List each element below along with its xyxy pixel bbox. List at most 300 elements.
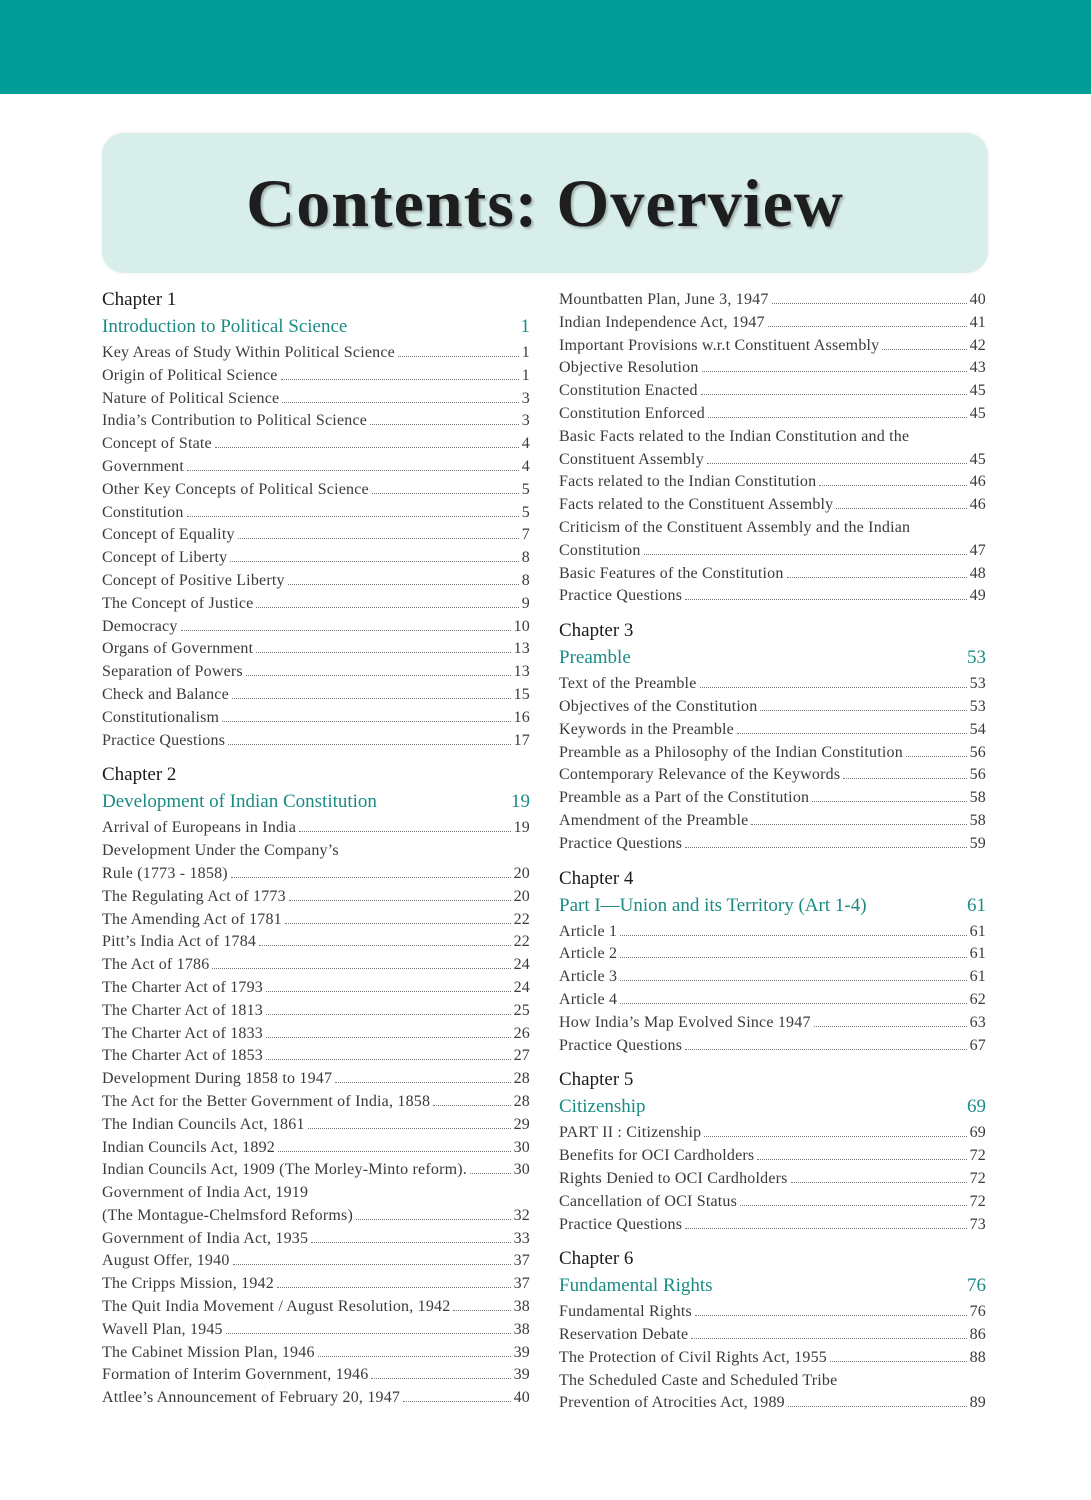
toc-entry[interactable] [559, 696, 986, 719]
toc-entry-page: 22 [513, 910, 530, 928]
dot-leader [620, 935, 966, 936]
toc-entry[interactable] [102, 931, 530, 954]
toc-entry-title: Concept of Equality [102, 526, 235, 544]
toc-left-column [102, 289, 530, 1410]
toc-entry-page: 48 [969, 564, 986, 582]
toc-entry[interactable] [102, 909, 530, 932]
toc-entry-title: Text of the Preamble [559, 675, 697, 693]
toc-entry[interactable] [102, 1387, 530, 1410]
toc-entry-page: 39 [513, 1343, 530, 1361]
toc-entry[interactable] [102, 638, 530, 661]
toc-entry-page: 54 [969, 720, 986, 738]
toc-entry[interactable] [559, 742, 986, 765]
toc-entry-page: 17 [513, 731, 530, 749]
dot-leader [620, 957, 966, 958]
toc-entry[interactable] [102, 456, 530, 479]
chapter-title-page: 53 [967, 647, 986, 669]
toc-entry-title: The Concept of Justice [102, 594, 254, 612]
toc-entry-page: 59 [969, 834, 986, 852]
dot-leader [228, 744, 510, 745]
toc-entry-page: 20 [513, 864, 530, 882]
toc-entry-title: Constitutionalism [102, 708, 220, 726]
toc-entry[interactable] [102, 388, 530, 411]
chapter-title-text: Introduction to Political Science [102, 316, 348, 337]
dot-leader [231, 877, 511, 878]
toc-entry[interactable] [102, 1250, 530, 1273]
dot-leader [843, 778, 966, 779]
title-panel [102, 133, 988, 273]
toc-entry[interactable] [102, 433, 530, 456]
toc-entry-page: 24 [513, 956, 530, 974]
toc-entry[interactable] [559, 585, 986, 608]
toc-entry[interactable] [559, 1370, 986, 1393]
dot-leader [212, 968, 510, 969]
toc-entry[interactable] [102, 410, 530, 433]
toc-entry-page: 47 [969, 541, 986, 559]
chapter-title[interactable] [559, 1096, 986, 1118]
toc-entry-title: Rule (1773 - 1858) [102, 864, 228, 882]
toc-entry[interactable] [559, 1324, 986, 1347]
chapter-gap [559, 608, 986, 620]
toc-entry[interactable] [102, 886, 530, 909]
toc-entry[interactable] [102, 817, 530, 840]
toc-entry[interactable] [559, 1191, 986, 1214]
toc-entry-page: 39 [513, 1366, 530, 1384]
toc-entry[interactable] [102, 1023, 530, 1046]
toc-entry-title: The Charter Act of 1813 [102, 1001, 263, 1019]
toc-entry-page: 53 [969, 675, 986, 693]
toc-entry-title: The Indian Councils Act, 1861 [102, 1115, 305, 1133]
toc-entry-title: Indian Councils Act, 1909 (The Morley-Minto reform). [102, 1161, 467, 1179]
dot-leader [707, 463, 967, 464]
toc-entry-page: 69 [969, 1124, 986, 1142]
toc-entry-title: Constitution Enforced [559, 404, 705, 422]
toc-entry-page: 40 [969, 291, 986, 308]
dot-leader [620, 1003, 966, 1004]
dot-leader [791, 1182, 967, 1183]
toc-entry-title: Indian Independence Act, 1947 [559, 313, 765, 331]
toc-entry[interactable] [559, 673, 986, 696]
dot-leader [226, 1333, 511, 1334]
chapter-title[interactable] [559, 647, 986, 669]
toc-entry-title: Separation of Powers [102, 663, 243, 681]
chapter-title[interactable] [102, 316, 530, 338]
toc-entry-title: Rights Denied to OCI Cardholders [559, 1169, 788, 1187]
toc-entry-page: 9 [521, 594, 530, 612]
dot-leader [289, 900, 511, 901]
toc-entry-page: 88 [969, 1348, 986, 1366]
toc-entry[interactable] [559, 810, 986, 833]
toc-entry-page: 40 [513, 1389, 530, 1407]
toc-entry[interactable] [102, 1182, 530, 1205]
toc-entry-page: 3 [521, 389, 530, 407]
toc-entry[interactable] [102, 661, 530, 684]
toc-entry[interactable] [102, 593, 530, 616]
toc-entry-page: 58 [969, 789, 986, 807]
toc-entry-title: PART II : Citizenship [559, 1124, 702, 1142]
toc-entry-page: 27 [513, 1047, 530, 1065]
header-band [0, 0, 1091, 94]
toc-entry-page: 63 [969, 1013, 986, 1031]
toc-entry-title: Constitution Enacted [559, 382, 698, 400]
toc-entry-page: 10 [513, 617, 530, 635]
toc-entry[interactable] [559, 403, 986, 426]
dot-leader [788, 1406, 967, 1407]
chapter-title-text: Part I—Union and its Territory (Art 1-4) [559, 894, 867, 916]
toc-entry[interactable] [102, 365, 530, 388]
chapter-title-page: 69 [967, 1096, 986, 1118]
dot-leader [620, 980, 966, 981]
toc-entry[interactable] [559, 921, 986, 944]
dot-leader [740, 1205, 967, 1206]
toc-entry-page: 72 [969, 1147, 986, 1165]
toc-entry-page: 16 [513, 708, 530, 726]
toc-entry-title: The Scheduled Caste and Scheduled Tribe [559, 1371, 838, 1389]
toc-entry-title: Practice Questions [102, 731, 226, 749]
toc-entry-title: Constituent Assembly [559, 450, 704, 468]
toc-entry-page: 45 [969, 450, 986, 468]
toc-entry-page: 61 [969, 945, 986, 963]
toc-entry-title: How India’s Map Evolved Since 1947 [559, 1013, 811, 1031]
toc-entry[interactable] [102, 524, 530, 547]
dot-leader [685, 1049, 966, 1050]
dot-leader [299, 831, 510, 832]
toc-entry[interactable] [102, 1068, 530, 1091]
chapter-title-page: 76 [967, 1275, 986, 1297]
chapter-gap [559, 1236, 986, 1248]
toc-entry[interactable] [102, 1319, 530, 1342]
toc-entry-page: 38 [513, 1320, 530, 1338]
toc-entry[interactable] [559, 1301, 986, 1324]
toc-entry[interactable] [102, 1296, 530, 1319]
toc-entry-page: 72 [969, 1169, 986, 1187]
dot-leader [398, 356, 519, 357]
dot-leader [233, 1264, 511, 1265]
toc-entry-page: 89 [969, 1394, 986, 1412]
toc-entry[interactable] [102, 547, 530, 570]
toc-entry-title: Concept of Positive Liberty [102, 571, 285, 589]
dot-leader [266, 1037, 511, 1038]
toc-entry[interactable] [559, 494, 986, 517]
toc-entry-page: 42 [969, 336, 986, 354]
dot-leader [370, 424, 519, 425]
toc-entry[interactable] [102, 1205, 530, 1228]
toc-entry-page: 28 [513, 1092, 530, 1110]
toc-entry-title: The Cripps Mission, 1942 [102, 1275, 274, 1293]
toc-entry-title: Other Key Concepts of Political Science [102, 480, 369, 498]
chapter-title[interactable] [102, 791, 530, 813]
dot-leader [830, 1361, 967, 1362]
dot-leader [737, 733, 967, 734]
toc-entry-title: Government [102, 457, 184, 475]
toc-entry[interactable] [559, 943, 986, 966]
dot-leader [266, 1014, 511, 1015]
toc-entry-page: 1 [521, 366, 530, 384]
toc-entry[interactable] [102, 1228, 530, 1251]
toc-entry[interactable] [102, 840, 530, 863]
toc-entry-title: Check and Balance [102, 685, 229, 703]
toc-entry-title: The Regulating Act of 1773 [102, 887, 286, 905]
dot-leader [760, 710, 966, 711]
toc-entry-title: Practice Questions [559, 587, 683, 605]
toc-entry[interactable] [559, 426, 986, 449]
toc-entry-title: Important Provisions w.r.t Constituent Assembly [559, 336, 880, 354]
toc-entry[interactable] [559, 764, 986, 787]
chapter-title-text: Fundamental Rights [559, 1275, 713, 1297]
toc-entry-title: Government of India Act, 1919 [102, 1184, 309, 1202]
toc-entry[interactable] [102, 570, 530, 593]
toc-entry[interactable] [559, 540, 986, 563]
dot-leader [187, 516, 519, 517]
chapter-title-text: Development of Indian Constitution [102, 791, 377, 813]
chapter-title[interactable] [559, 1275, 986, 1297]
toc-entry-page: 73 [969, 1215, 986, 1233]
toc-entry[interactable] [102, 502, 530, 525]
chapter-title[interactable] [559, 895, 986, 917]
toc-entry-page: 76 [969, 1303, 986, 1321]
toc-entry[interactable] [102, 1045, 530, 1068]
dot-leader [836, 508, 966, 509]
toc-entry-page: 25 [513, 1001, 530, 1019]
toc-entry[interactable] [102, 1273, 530, 1296]
toc-entry-page: 4 [521, 435, 530, 453]
toc-entry-title: The Quit India Movement / August Resolution, 1942 [102, 1298, 451, 1316]
toc-entry-title: Preamble as a Part of the Constitution [559, 789, 810, 807]
dot-leader [787, 577, 967, 578]
toc-entry-page: 56 [969, 766, 986, 784]
toc-entry-page: 8 [521, 549, 530, 567]
dot-leader [181, 630, 511, 631]
toc-entry[interactable] [559, 1145, 986, 1168]
toc-entry-page: 28 [513, 1070, 530, 1088]
toc-entry[interactable] [102, 977, 530, 1000]
dot-leader [222, 721, 510, 722]
toc-entry-title: Organs of Government [102, 640, 254, 658]
toc-entry-title: Facts related to the Indian Constitution [559, 473, 817, 491]
toc-entry[interactable] [102, 1342, 530, 1365]
chapter-number: Chapter 1 [102, 289, 177, 310]
toc-entry[interactable] [559, 1168, 986, 1191]
dot-leader [757, 1159, 966, 1160]
toc-entry-title: The Protection of Civil Rights Act, 1955 [559, 1348, 827, 1366]
toc-entry[interactable] [102, 954, 530, 977]
toc-entry[interactable] [559, 563, 986, 586]
dot-leader [700, 687, 967, 688]
toc-entry-page: 29 [513, 1115, 530, 1133]
dot-leader [311, 1242, 510, 1243]
toc-entry-page: 30 [513, 1138, 530, 1156]
toc-entry-title: Government of India Act, 1935 [102, 1229, 309, 1247]
dot-leader [238, 538, 519, 539]
toc-entry[interactable] [102, 684, 530, 707]
toc-entry[interactable] [559, 471, 986, 494]
chapter-gap [102, 752, 530, 764]
dot-leader [371, 1378, 510, 1379]
chapter-title-text: Preamble [559, 647, 631, 669]
toc-entry-title: The Charter Act of 1833 [102, 1024, 263, 1042]
dot-leader [282, 402, 518, 403]
toc-entry[interactable] [559, 787, 986, 810]
dot-leader [768, 326, 967, 327]
dot-leader [470, 1173, 511, 1174]
toc-entry[interactable] [102, 1137, 530, 1160]
toc-entry[interactable] [559, 312, 986, 335]
toc-entry-title: Development During 1858 to 1947 [102, 1070, 333, 1088]
toc-entry[interactable] [559, 966, 986, 989]
dot-leader [453, 1310, 510, 1311]
toc-entry-page: 3 [521, 412, 530, 430]
dot-leader [685, 599, 966, 600]
toc-entry[interactable] [102, 1114, 530, 1137]
toc-entry-page: 45 [969, 404, 986, 422]
dot-leader [751, 824, 966, 825]
toc-entry-page: 1 [521, 344, 530, 361]
toc-entry-title: Practice Questions [559, 834, 683, 852]
toc-entry-title: Concept of State [102, 435, 212, 453]
toc-entry-title: August Offer, 1940 [102, 1252, 230, 1270]
toc-entry-title: Formation of Interim Government, 1946 [102, 1366, 369, 1384]
toc-entry[interactable] [559, 1122, 986, 1145]
toc-entry-page: 61 [969, 922, 986, 940]
toc-entry-title: Constitution [102, 503, 184, 521]
toc-entry-page: 41 [969, 313, 986, 331]
toc-entry[interactable] [102, 863, 530, 886]
toc-entry-title: Concept of Liberty [102, 549, 228, 567]
toc-entry-page: 58 [969, 811, 986, 829]
dot-leader [701, 394, 967, 395]
toc-entry-title: Wavell Plan, 1945 [102, 1320, 223, 1338]
toc-entry-title: Democracy [102, 617, 178, 635]
toc-entry-title: Development Under the Company’s [102, 842, 339, 860]
toc-entry[interactable] [102, 1000, 530, 1023]
toc-entry[interactable] [559, 289, 986, 312]
toc-entry[interactable] [559, 335, 986, 358]
toc-entry[interactable] [102, 1091, 530, 1114]
dot-leader [702, 371, 967, 372]
chapter-number: Chapter 2 [102, 764, 177, 786]
toc-entry-title: Objective Resolution [559, 359, 699, 377]
dot-leader [256, 607, 518, 608]
toc-entry-page: 38 [513, 1298, 530, 1316]
toc-entry[interactable] [102, 730, 530, 753]
dot-leader [278, 1151, 511, 1152]
toc-entry[interactable] [559, 357, 986, 380]
toc-entry-page: 37 [513, 1275, 530, 1293]
toc-entry-title: The Amending Act of 1781 [102, 910, 282, 928]
toc-entry-title: Basic Features of the Constitution [559, 564, 784, 582]
chapter-number: Chapter 6 [559, 1248, 634, 1270]
toc-entry-page: 13 [513, 640, 530, 658]
toc-entry-page: 43 [969, 359, 986, 377]
toc-entry-title: Pitt’s India Act of 1784 [102, 933, 257, 951]
toc-entry-title: Article 1 [559, 922, 618, 940]
dot-leader [356, 1219, 511, 1220]
chapter-title-text: Citizenship [559, 1096, 646, 1118]
toc-entry-title: Attlee’s Announcement of February 20, 1947 [102, 1389, 401, 1407]
dot-leader [277, 1287, 511, 1288]
toc-entry[interactable] [102, 1364, 530, 1387]
toc-entry[interactable] [559, 989, 986, 1012]
toc-entry[interactable] [559, 719, 986, 742]
dot-leader [814, 1026, 967, 1027]
toc-entry-page: 20 [513, 887, 530, 905]
toc-entry-page: 32 [513, 1206, 530, 1224]
toc-entry-page: 56 [969, 743, 986, 761]
toc-entry-title: The Charter Act of 1793 [102, 978, 263, 996]
toc-entry[interactable] [559, 380, 986, 403]
chapter-title-page: 19 [511, 791, 530, 813]
dot-leader [644, 554, 967, 555]
toc-entry[interactable] [559, 833, 986, 856]
dot-leader [685, 847, 966, 848]
toc-entry-page: 67 [969, 1036, 986, 1054]
toc-entry-title: Basic Facts related to the Indian Constitution and the [559, 427, 910, 445]
toc-entry-title: Practice Questions [559, 1215, 683, 1233]
dot-leader [685, 1228, 966, 1229]
toc-entry[interactable] [102, 616, 530, 639]
toc-entry[interactable] [559, 517, 986, 540]
toc-entry-title: (The Montague-Chelmsford Reforms) [102, 1206, 353, 1224]
dot-leader [691, 1338, 966, 1339]
toc-entry[interactable] [559, 1035, 986, 1058]
toc-entry-page: 46 [969, 496, 986, 514]
dot-leader [266, 991, 511, 992]
dot-leader [695, 1315, 967, 1316]
toc-entry-page: 72 [969, 1192, 986, 1210]
toc-entry[interactable] [102, 342, 530, 365]
toc-entry-page: 86 [969, 1326, 986, 1344]
toc-entry-page: 19 [513, 819, 530, 837]
toc-entry-title: The Cabinet Mission Plan, 1946 [102, 1343, 315, 1361]
toc-entry-title: The Charter Act of 1853 [102, 1047, 263, 1065]
toc-entry[interactable] [559, 1347, 986, 1370]
toc-entry-page: 5 [521, 503, 530, 521]
toc-entry-page: 46 [969, 473, 986, 491]
dot-leader [772, 303, 967, 304]
toc-entry-page: 37 [513, 1252, 530, 1270]
toc-entry-title: Contemporary Relevance of the Keywords [559, 766, 841, 784]
toc-entry-title: Practice Questions [559, 1036, 683, 1054]
dot-leader [819, 485, 966, 486]
toc-entry[interactable] [559, 1214, 986, 1237]
dot-leader [259, 945, 510, 946]
dot-leader [812, 801, 966, 802]
toc-entry-title: Origin of Political Science [102, 366, 278, 384]
toc-entry-title: Article 3 [559, 968, 618, 986]
toc-entry-page: 4 [521, 457, 530, 475]
dot-leader [281, 379, 519, 380]
toc-entry-page: 24 [513, 978, 530, 996]
toc-entry-page: 8 [521, 571, 530, 589]
toc-entry-title: The Act for the Better Government of India, 1858 [102, 1092, 431, 1110]
page-title: Contents: Overview [246, 164, 844, 241]
toc-entry[interactable] [559, 1012, 986, 1035]
chapter-number: Chapter 4 [559, 867, 634, 889]
dot-leader [246, 675, 511, 676]
toc-entry[interactable] [559, 449, 986, 472]
toc-entry[interactable] [559, 1392, 986, 1415]
toc-entry[interactable] [102, 1159, 530, 1182]
toc-entry[interactable] [102, 479, 530, 502]
toc-entry-title: Indian Councils Act, 1892 [102, 1138, 275, 1156]
toc-entry-title: Amendment of the Preamble [559, 811, 749, 829]
dot-leader [318, 1356, 511, 1357]
toc-entry[interactable] [102, 707, 530, 730]
toc-entry-title: Preamble as a Philosophy of the Indian Constitution [559, 743, 903, 761]
dot-leader [230, 561, 518, 562]
toc-entry-title: Facts related to the Constituent Assembly [559, 496, 834, 514]
chapter-number: Chapter 5 [559, 1069, 634, 1091]
